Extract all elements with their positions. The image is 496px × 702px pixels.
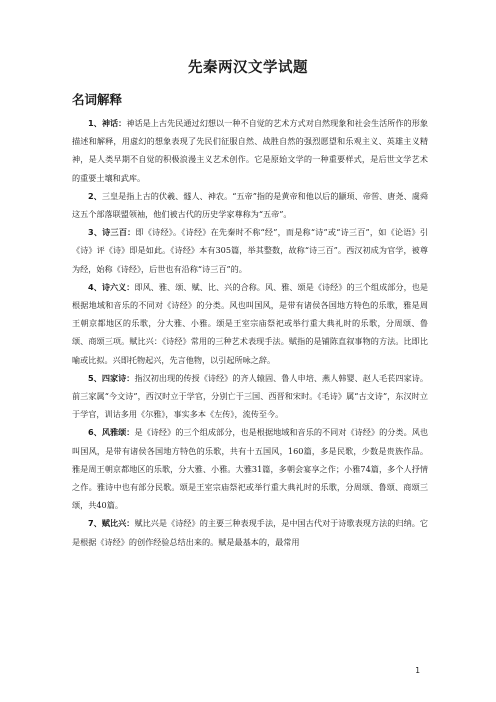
term-paragraph-six-principles — [72, 278, 428, 369]
document-title: 先秦两汉文学试题 — [188, 60, 308, 76]
term-paragraph-three-sovereigns — [72, 187, 428, 223]
term-definition: 是《诗经》的三个组成部分，也是根据地域和音乐的不同对《诗经》的分类。风也叫国风，是带有诸侯各国地方特色的乐歌，共有十五国风，160篇，多是民歌，少数是贵族作品。雅是周王朝京都地区的乐歌，分大雅、小雅。大雅31篇，多朝会宴享之作；小雅74篇，多个人抒情之作。雅诗中也有部分民歌。颂是王室宗庙祭祀或举行重大典礼时的乐歌，分周颂、鲁颂、商颂三颂，共40篇。 — [72, 427, 428, 511]
term-definition: 即《诗经》。《诗经》在先秦时不称“经”，而是称“诗”或“诗三百”，如《论语》引《诗》评《诗》即是如此。《诗经》本有305篇，举其整数，故称“诗三百”。西汉初成为官学，被尊为经，始称《诗经》，后世也有沿称“诗三百”的。 — [72, 227, 428, 274]
term-lead: 2、 — [88, 190, 102, 201]
term-definition: 神话是上古先民通过幻想以一种不自觉的艺术方式对自然现象和社会生活所作的形象描述和解释，用虚幻的想象表现了先民们征服自然、战胜自然的强烈愿望和乐观主义、英雄主义精神，是人类早期不自觉的积极浪漫主义艺术创作。它是原始文学的一种重要样式，是后世文学艺术的重要土壤和武库。 — [72, 118, 428, 183]
page-number: 1 — [415, 666, 420, 675]
term-paragraph-shi-sanbai — [72, 223, 428, 278]
term-paragraph-four-schools — [72, 369, 428, 424]
term-lead: 1、神话： — [88, 118, 127, 128]
section-heading: 名词解释 — [72, 92, 123, 107]
term-definition: 指汉初出现的传授《诗经》的齐人辕固、鲁人申培、燕人韩婴、赵人毛苌四家诗。前三家属“今文诗”，西汉时立于学官，分别亡于三国、西晋和宋时。《毛诗》属“古文诗”，东汉时立于学官，训诂多用《尔雅》，事实多本《左传》，流传至今。 — [72, 372, 428, 420]
term-paragraph-fu-bi-xing — [72, 514, 428, 550]
term-lead: 6、风雅颂： — [88, 427, 135, 438]
term-paragraph-myth — [72, 114, 428, 187]
term-definition: 赋比兴是《诗经》的主要三种表现手法，是中国古代对于诗歌表现方法的归纳。它是根据《诗经》的创作经验总结出来的。赋是最基本的，最常用 — [72, 518, 428, 547]
term-lead: 3、诗三百： — [88, 227, 136, 238]
term-definition: 即风、雅、颂、赋、比、兴的合称。风、雅、颂是《诗经》的三个组成部分，也是根据地域和音乐的不同对《诗经》的分类。风也叫国风，是带有诸侯各国地方特色的乐歌，雅是周王朝京都地区的乐歌，分大雅、小雅。颂是王室宗庙祭祀或举行重大典礼时的乐歌，分周颂、鲁颂、商颂三项。赋比兴：《诗经》常用的三种艺术表现手法。赋指的是铺陈直叙事物的方法。比即比喻或比拟。兴即托物起兴，先言他物，以引起所咏之辞。 — [72, 281, 428, 365]
body-text — [72, 114, 428, 551]
term-definition: 三皇是指上古的伏羲、燧人、神农。“五帝”指的是黄帝和他以后的颛顼、帝喾、唐尧、虞舜这五个部落联盟领袖，他们被古代的历史学家尊称为“五帝”。 — [72, 190, 428, 220]
term-lead: 5、四家诗： — [88, 372, 135, 383]
term-lead: 7、赋比兴： — [88, 518, 135, 529]
term-lead: 4、诗六义： — [88, 281, 135, 292]
term-paragraph-feng-ya-song — [72, 423, 428, 514]
